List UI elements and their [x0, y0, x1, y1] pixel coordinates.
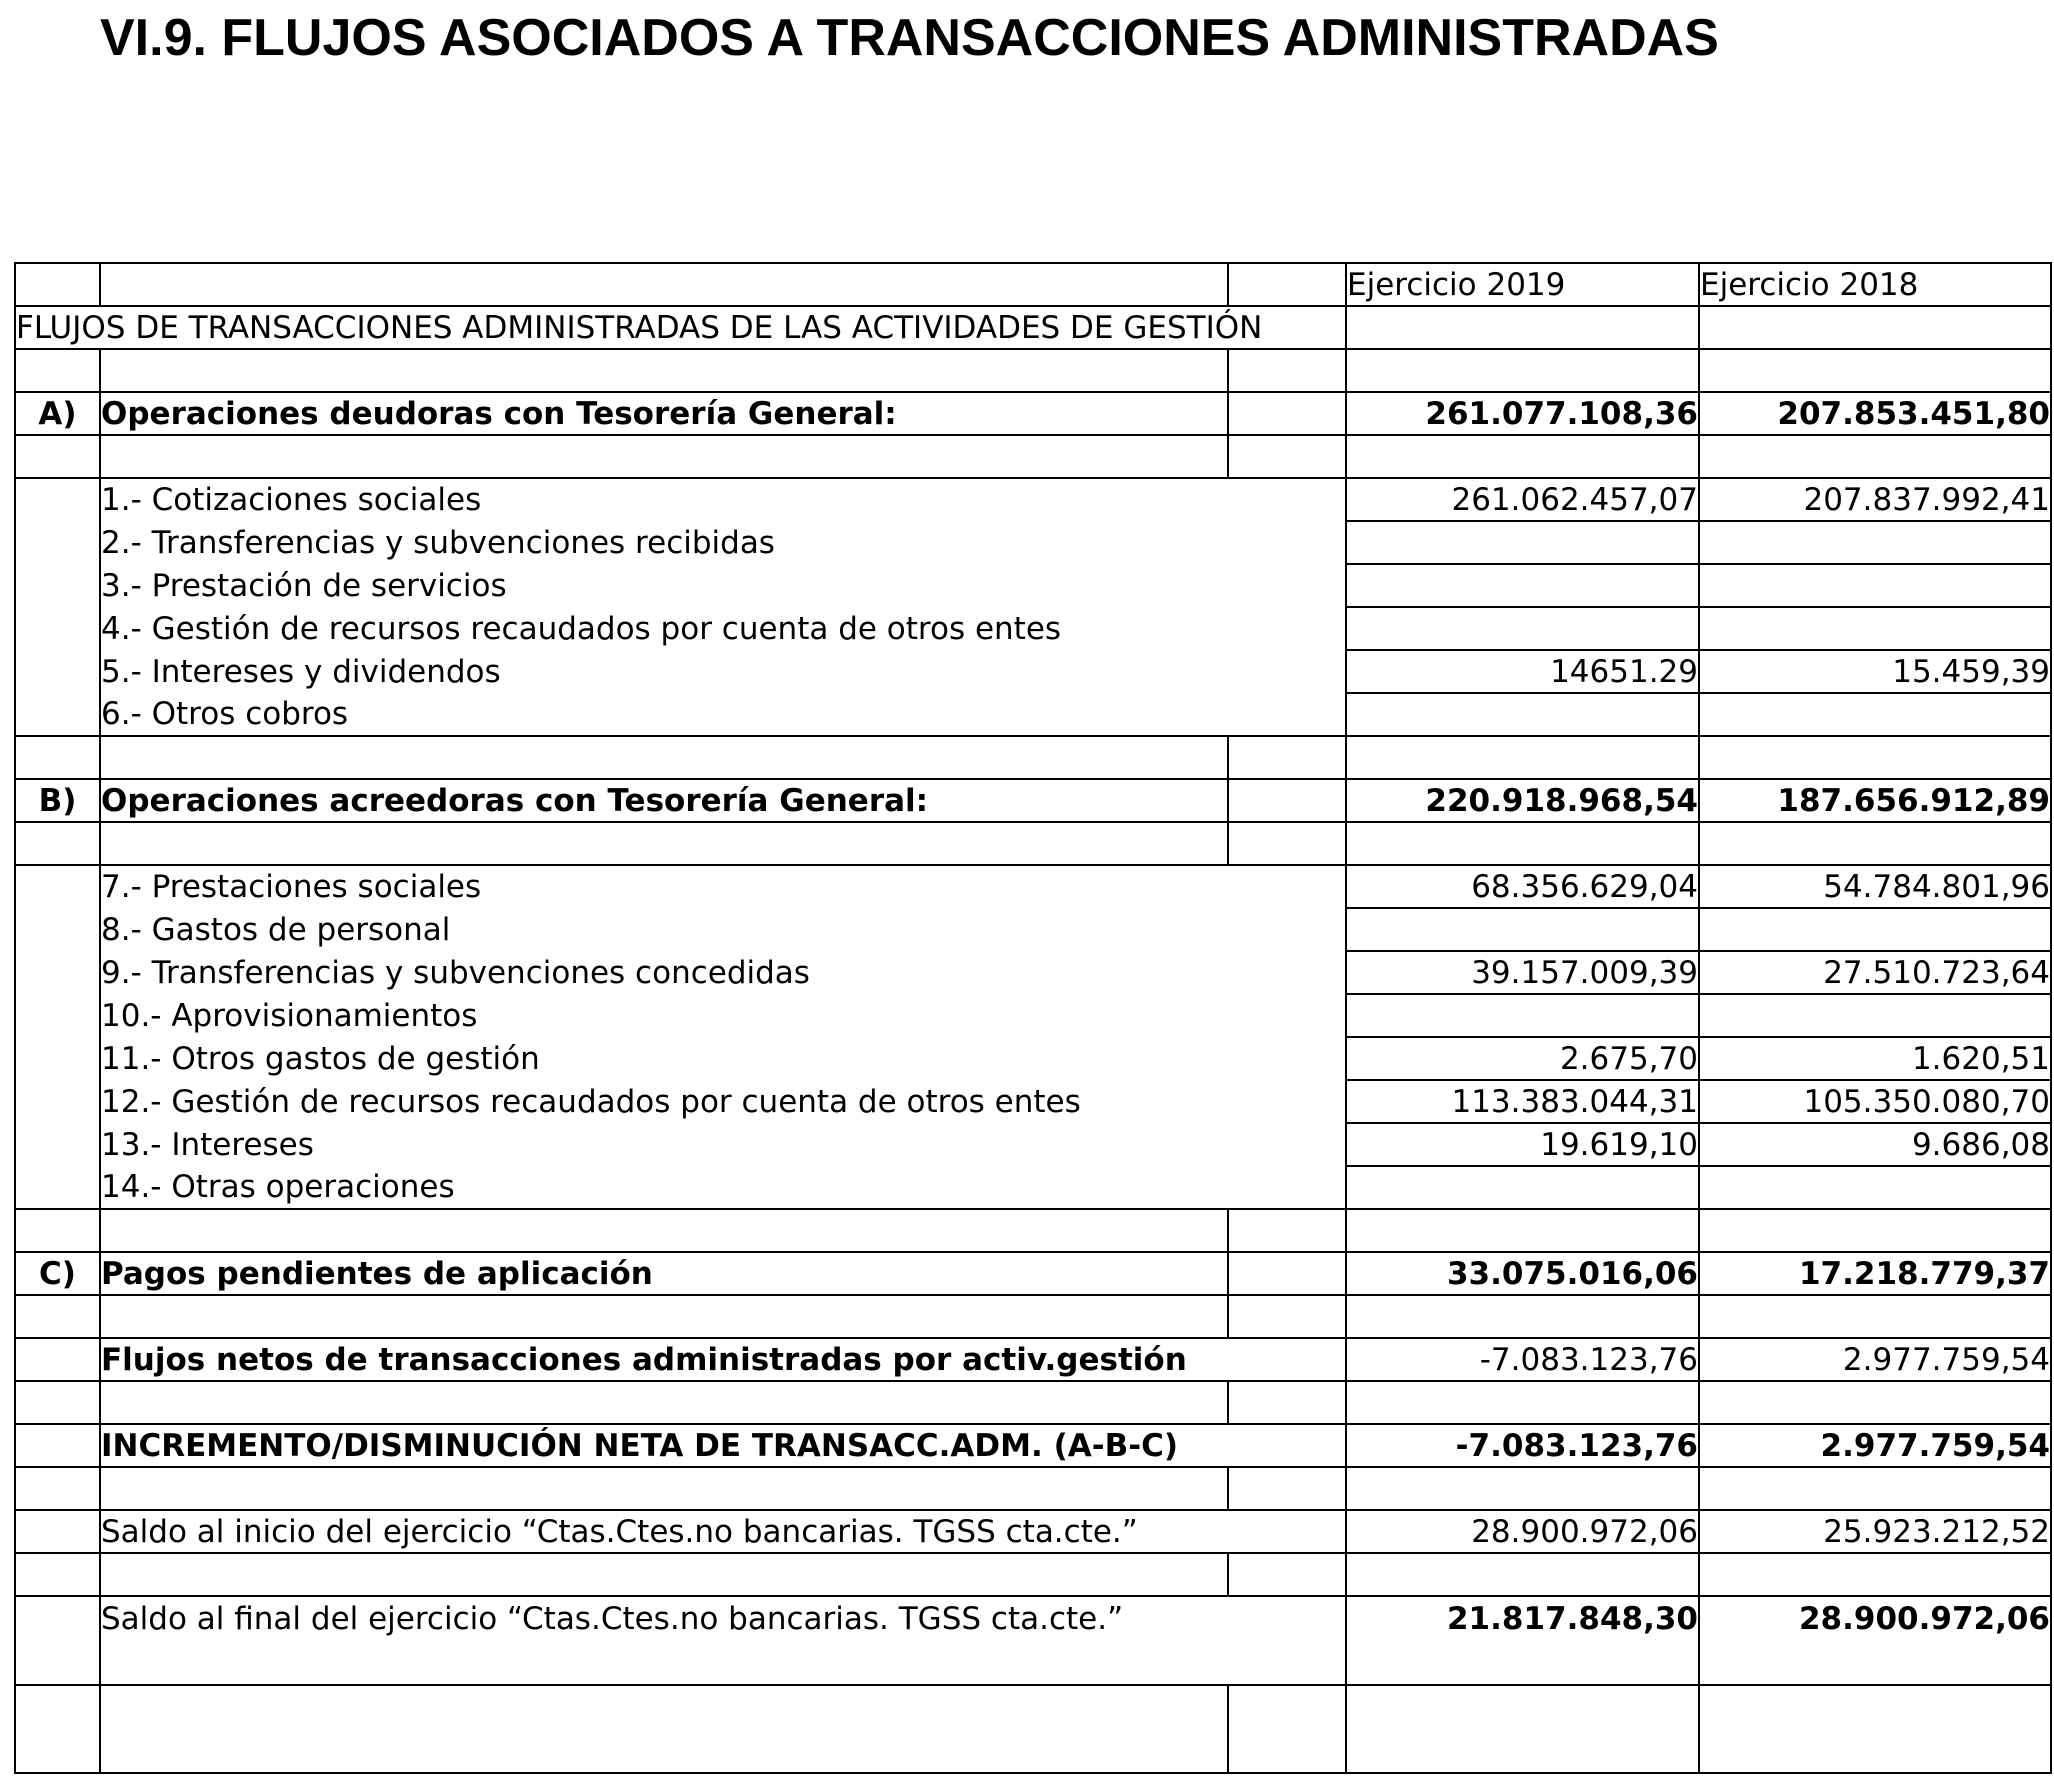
value-2018 [1699, 607, 2051, 650]
value-2018: 207.837.992,41 [1699, 478, 2051, 521]
row-label: 8.- Gastos de personal [100, 908, 1346, 951]
row-letter: C) [15, 1252, 100, 1295]
value-2018: 9.686,08 [1699, 1123, 2051, 1166]
spacer-row [15, 1381, 2051, 1424]
row-label: Operaciones deudoras con Tesorería General: [100, 392, 1228, 435]
row-label: Flujos netos de transacciones administradas por activ.gestión [100, 1338, 1346, 1381]
spacer-row [15, 1209, 2051, 1252]
section-heading-row [15, 306, 2051, 349]
spacer-row [15, 1467, 2051, 1510]
table-row [15, 521, 2051, 564]
value-2019 [1346, 1166, 1699, 1209]
empty-cell [15, 263, 100, 306]
value-2018: 207.853.451,80 [1699, 392, 2051, 435]
table-header-row [15, 263, 2051, 306]
row-label: Saldo al inicio del ejercicio “Ctas.Ctes.no bancarias. TGSS cta.cte.” [100, 1510, 1346, 1553]
row-label: 7.- Prestaciones sociales [100, 865, 1346, 908]
table-row-b [15, 779, 2051, 822]
value-2018: 2.977.759,54 [1699, 1338, 2051, 1381]
spacer-row [15, 1295, 2051, 1338]
row-label: 3.- Prestación de servicios [100, 564, 1346, 607]
value-2019 [1346, 521, 1699, 564]
value-2019: 261.062.457,07 [1346, 478, 1699, 521]
table-row-c [15, 1252, 2051, 1295]
table-row [15, 693, 2051, 736]
row-label: 9.- Transferencias y subvenciones concedidas [100, 951, 1346, 994]
empty-cell [15, 1596, 100, 1685]
table-row [15, 1080, 2051, 1123]
empty-cell [100, 263, 1228, 306]
empty-cell [1228, 392, 1346, 435]
row-label: 12.- Gestión de recursos recaudados por cuenta de otros entes [100, 1080, 1346, 1123]
value-2018: 17.218.779,37 [1699, 1252, 2051, 1295]
value-2019: 220.918.968,54 [1346, 779, 1699, 822]
row-label: Pagos pendientes de aplicación [100, 1252, 1228, 1295]
value-2019: 39.157.009,39 [1346, 951, 1699, 994]
page-title: VI.9. FLUJOS ASOCIADOS A TRANSACCIONES ADMINISTRADAS [100, 9, 1719, 67]
value-2019: 14651.29 [1346, 650, 1699, 693]
table-row-a [15, 392, 2051, 435]
empty-cell [1228, 1252, 1346, 1295]
value-2018 [1699, 908, 2051, 951]
value-2019: 113.383.044,31 [1346, 1080, 1699, 1123]
row-label: 4.- Gestión de recursos recaudados por cuenta de otros entes [100, 607, 1346, 650]
value-2018 [1699, 564, 2051, 607]
table-row-opening-balance [15, 1510, 2051, 1553]
table-row [15, 650, 2051, 693]
value-2018: 2.977.759,54 [1699, 1424, 2051, 1467]
value-2018: 105.350.080,70 [1699, 1080, 2051, 1123]
table-row [15, 1123, 2051, 1166]
value-2018: 54.784.801,96 [1699, 865, 2051, 908]
value-2018: 1.620,51 [1699, 1037, 2051, 1080]
value-2019: 68.356.629,04 [1346, 865, 1699, 908]
value-2019: -7.083.123,76 [1346, 1424, 1699, 1467]
spacer-row [15, 1685, 2051, 1773]
row-label: 11.- Otros gastos de gestión [100, 1037, 1346, 1080]
row-letter: A) [15, 392, 100, 435]
row-letter: B) [15, 779, 100, 822]
row-label: 14.- Otras operaciones [100, 1166, 1346, 1209]
row-label: 1.- Cotizaciones sociales [100, 478, 1346, 521]
column-header-2018: Ejercicio 2018 [1699, 263, 2051, 306]
row-label: 6.- Otros cobros [100, 693, 1346, 736]
empty-cell [15, 1338, 100, 1381]
value-2019: 21.817.848,30 [1346, 1596, 1699, 1685]
empty-cell [15, 1424, 100, 1467]
spacer-row [15, 349, 2051, 392]
table-row-closing-balance [15, 1596, 2051, 1685]
table-row [15, 951, 2051, 994]
value-2019 [1346, 908, 1699, 951]
table-row [15, 1037, 2051, 1080]
row-label: INCREMENTO/DISMINUCIÓN NETA DE TRANSACC.ADM. (A-B-C) [100, 1424, 1346, 1467]
empty-cell [1228, 779, 1346, 822]
value-2018 [1699, 693, 2051, 736]
empty-cell [15, 1510, 100, 1553]
spacer-row [15, 435, 2051, 478]
value-2019 [1346, 607, 1699, 650]
empty-cell [1228, 263, 1346, 306]
spacer-row [15, 822, 2051, 865]
table-row-net-change [15, 1424, 2051, 1467]
value-2019: 33.075.016,06 [1346, 1252, 1699, 1295]
empty-cell [1346, 306, 1699, 349]
table-row [15, 1166, 2051, 1209]
value-2018 [1699, 994, 2051, 1037]
value-2019 [1346, 564, 1699, 607]
value-2019: 2.675,70 [1346, 1037, 1699, 1080]
row-label: 2.- Transferencias y subvenciones recibidas [100, 521, 1346, 564]
value-2019: 261.077.108,36 [1346, 392, 1699, 435]
spacer-row [15, 1553, 2051, 1596]
row-label: 13.- Intereses [100, 1123, 1346, 1166]
value-2018: 187.656.912,89 [1699, 779, 2051, 822]
value-2019 [1346, 693, 1699, 736]
value-2018 [1699, 521, 2051, 564]
table-row [15, 908, 2051, 951]
table-row [15, 994, 2051, 1037]
section-heading: FLUJOS DE TRANSACCIONES ADMINISTRADAS DE LAS ACTIVIDADES DE GESTIÓN [15, 306, 1346, 349]
table-row-net-flows [15, 1338, 2051, 1381]
value-2019: 19.619,10 [1346, 1123, 1699, 1166]
value-2019: -7.083.123,76 [1346, 1338, 1699, 1381]
table-row [15, 564, 2051, 607]
row-label: Saldo al final del ejercicio “Ctas.Ctes.no bancarias. TGSS cta.cte.” [100, 1596, 1346, 1685]
administered-flows-table [14, 262, 2052, 1774]
table-row [15, 607, 2051, 650]
value-2018: 28.900.972,06 [1699, 1596, 2051, 1685]
row-label: 10.- Aprovisionamientos [100, 994, 1346, 1037]
value-2018 [1699, 1166, 2051, 1209]
column-header-2019: Ejercicio 2019 [1346, 263, 1699, 306]
row-label: 5.- Intereses y dividendos [100, 650, 1346, 693]
value-2019 [1346, 994, 1699, 1037]
table-row [15, 478, 2051, 521]
value-2018: 27.510.723,64 [1699, 951, 2051, 994]
value-2018: 15.459,39 [1699, 650, 2051, 693]
spacer-row [15, 736, 2051, 779]
row-label: Operaciones acreedoras con Tesorería General: [100, 779, 1228, 822]
value-2018: 25.923.212,52 [1699, 1510, 2051, 1553]
value-2019: 28.900.972,06 [1346, 1510, 1699, 1553]
empty-cell [1699, 306, 2051, 349]
table-row [15, 865, 2051, 908]
